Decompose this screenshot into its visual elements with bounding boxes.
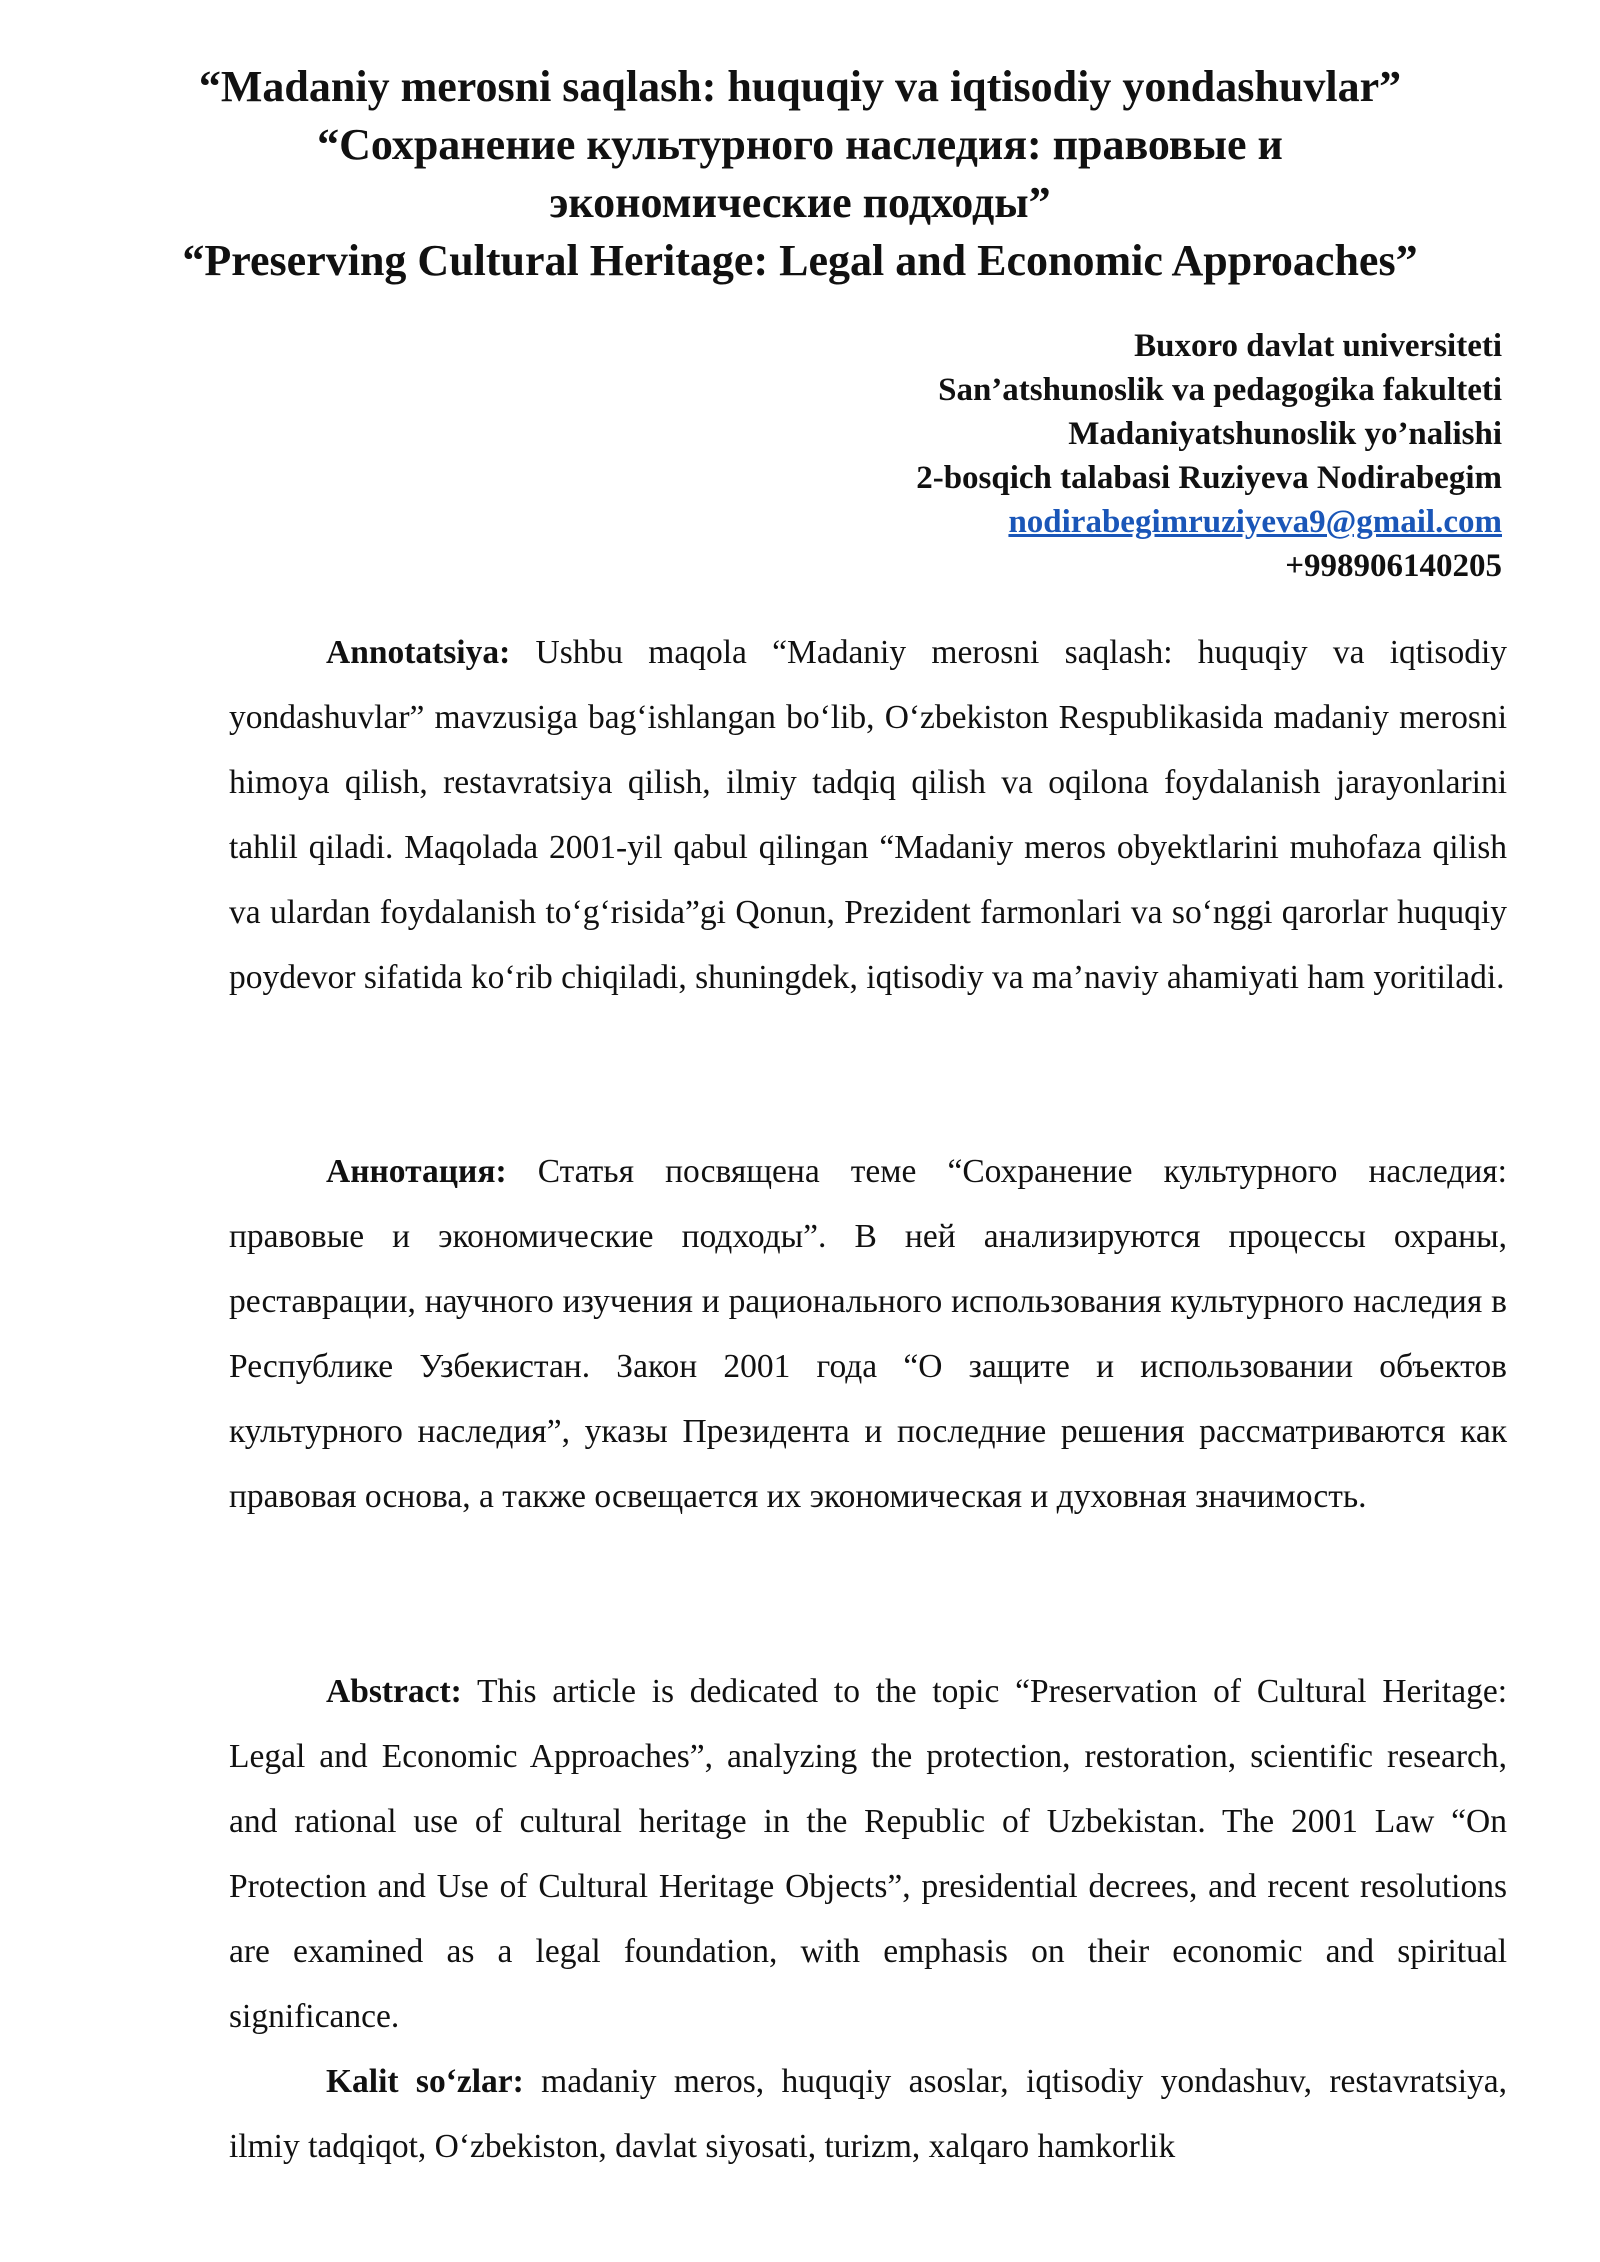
abstract-uzbek-text: Ushbu maqola “Madaniy merosni saqlash: huquqiy va iqtisodiy yondashuvlar” mavzusiga bag‘ishlangan bo‘lib, O‘zbekiston Respublikasida madaniy merosni himoya qilish, restavratsiya qilish, ilmiy tadqiq qilish va oqilona foydalanish jarayonlarini tahlil qiladi. Maqolada 2001-yil qabul qilingan “Madaniy meros obyektlarini muhofaza qilish va ulardan foydalanish to‘g‘risida”gi Qonun, Prezident farmonlari va so‘nggi qarorlar huquqiy poydevor sifatida ko‘rib chiqiladi, shuningdek, iqtisodiy va ma’naviy ahamiyati ham yoritiladi. [229,634,1507,996]
abstract-english-label: Abstract: [326,1673,462,1710]
author-phone: +998906140205 [1285,548,1502,584]
title-block [100,58,1500,290]
abstract-english [229,1659,1507,2049]
title-uzbek: “Madaniy merosni saqlash: huquqiy va iqtisodiy yondashuvlar” [198,62,1402,111]
author-block [602,324,1502,588]
author-student: 2-bosqich talabasi Ruziyeva Nodirabegim [916,460,1502,496]
keywords [229,2049,1507,2179]
author-direction: Madaniyatshunoslik yo’nalishi [1068,416,1502,452]
abstract-russian-label: Аннотация: [326,1153,507,1190]
author-email-link[interactable]: nodirabegimruziyeva9@gmail.com [1008,504,1502,540]
abstract-english-text: This article is dedicated to the topic “Preservation of Cultural Heritage: Legal and Economic Approaches”, analyzing the protection, restoration, scientific research, and rational use of cultural heritage in the Republic of Uzbekistan. The 2001 Law “On Protection and Use of Cultural Heritage Objects”, presidential decrees, and recent resolutions are examined as a legal foundation, with emphasis on their economic and spiritual significance. [229,1673,1507,2035]
abstract-uzbek-label: Annotatsiya: [326,634,511,671]
author-university: Buxoro davlat universiteti [1134,328,1502,364]
abstract-russian-text: Статья посвящена теме “Сохранение культурного наследия: правовые и экономические подходы”. В ней анализируются процессы охраны, реставрации, научного изучения и рационального использования культурного наследия в Республике Узбекистан. Закон 2001 года “О защите и использовании объектов культурного наследия”, указы Президента и последние решения рассматриваются как правовая основа, а также освещается их экономическая и духовная значимость. [229,1153,1507,1515]
title-english: “Preserving Cultural Heritage: Legal and Economic Approaches” [182,236,1418,285]
author-email-line [602,500,1502,544]
keywords-label: Kalit so‘zlar: [326,2063,524,2100]
abstract-uzbek [229,620,1507,1010]
title-russian-line-2: экономические подходы” [549,178,1051,227]
keywords-text: madaniy meros, huquqiy asoslar, iqtisodiy yondashuv, restavratsiya, ilmiy tadqiqot, O‘zbekiston, davlat siyosati, turizm, xalqaro hamkorlik [229,2063,1507,2165]
author-faculty: San’atshunoslik va pedagogika fakulteti [938,372,1502,408]
title-russian-line-1: “Сохранение культурного наследия: правовые и [317,120,1283,169]
abstract-russian [229,1139,1507,1529]
